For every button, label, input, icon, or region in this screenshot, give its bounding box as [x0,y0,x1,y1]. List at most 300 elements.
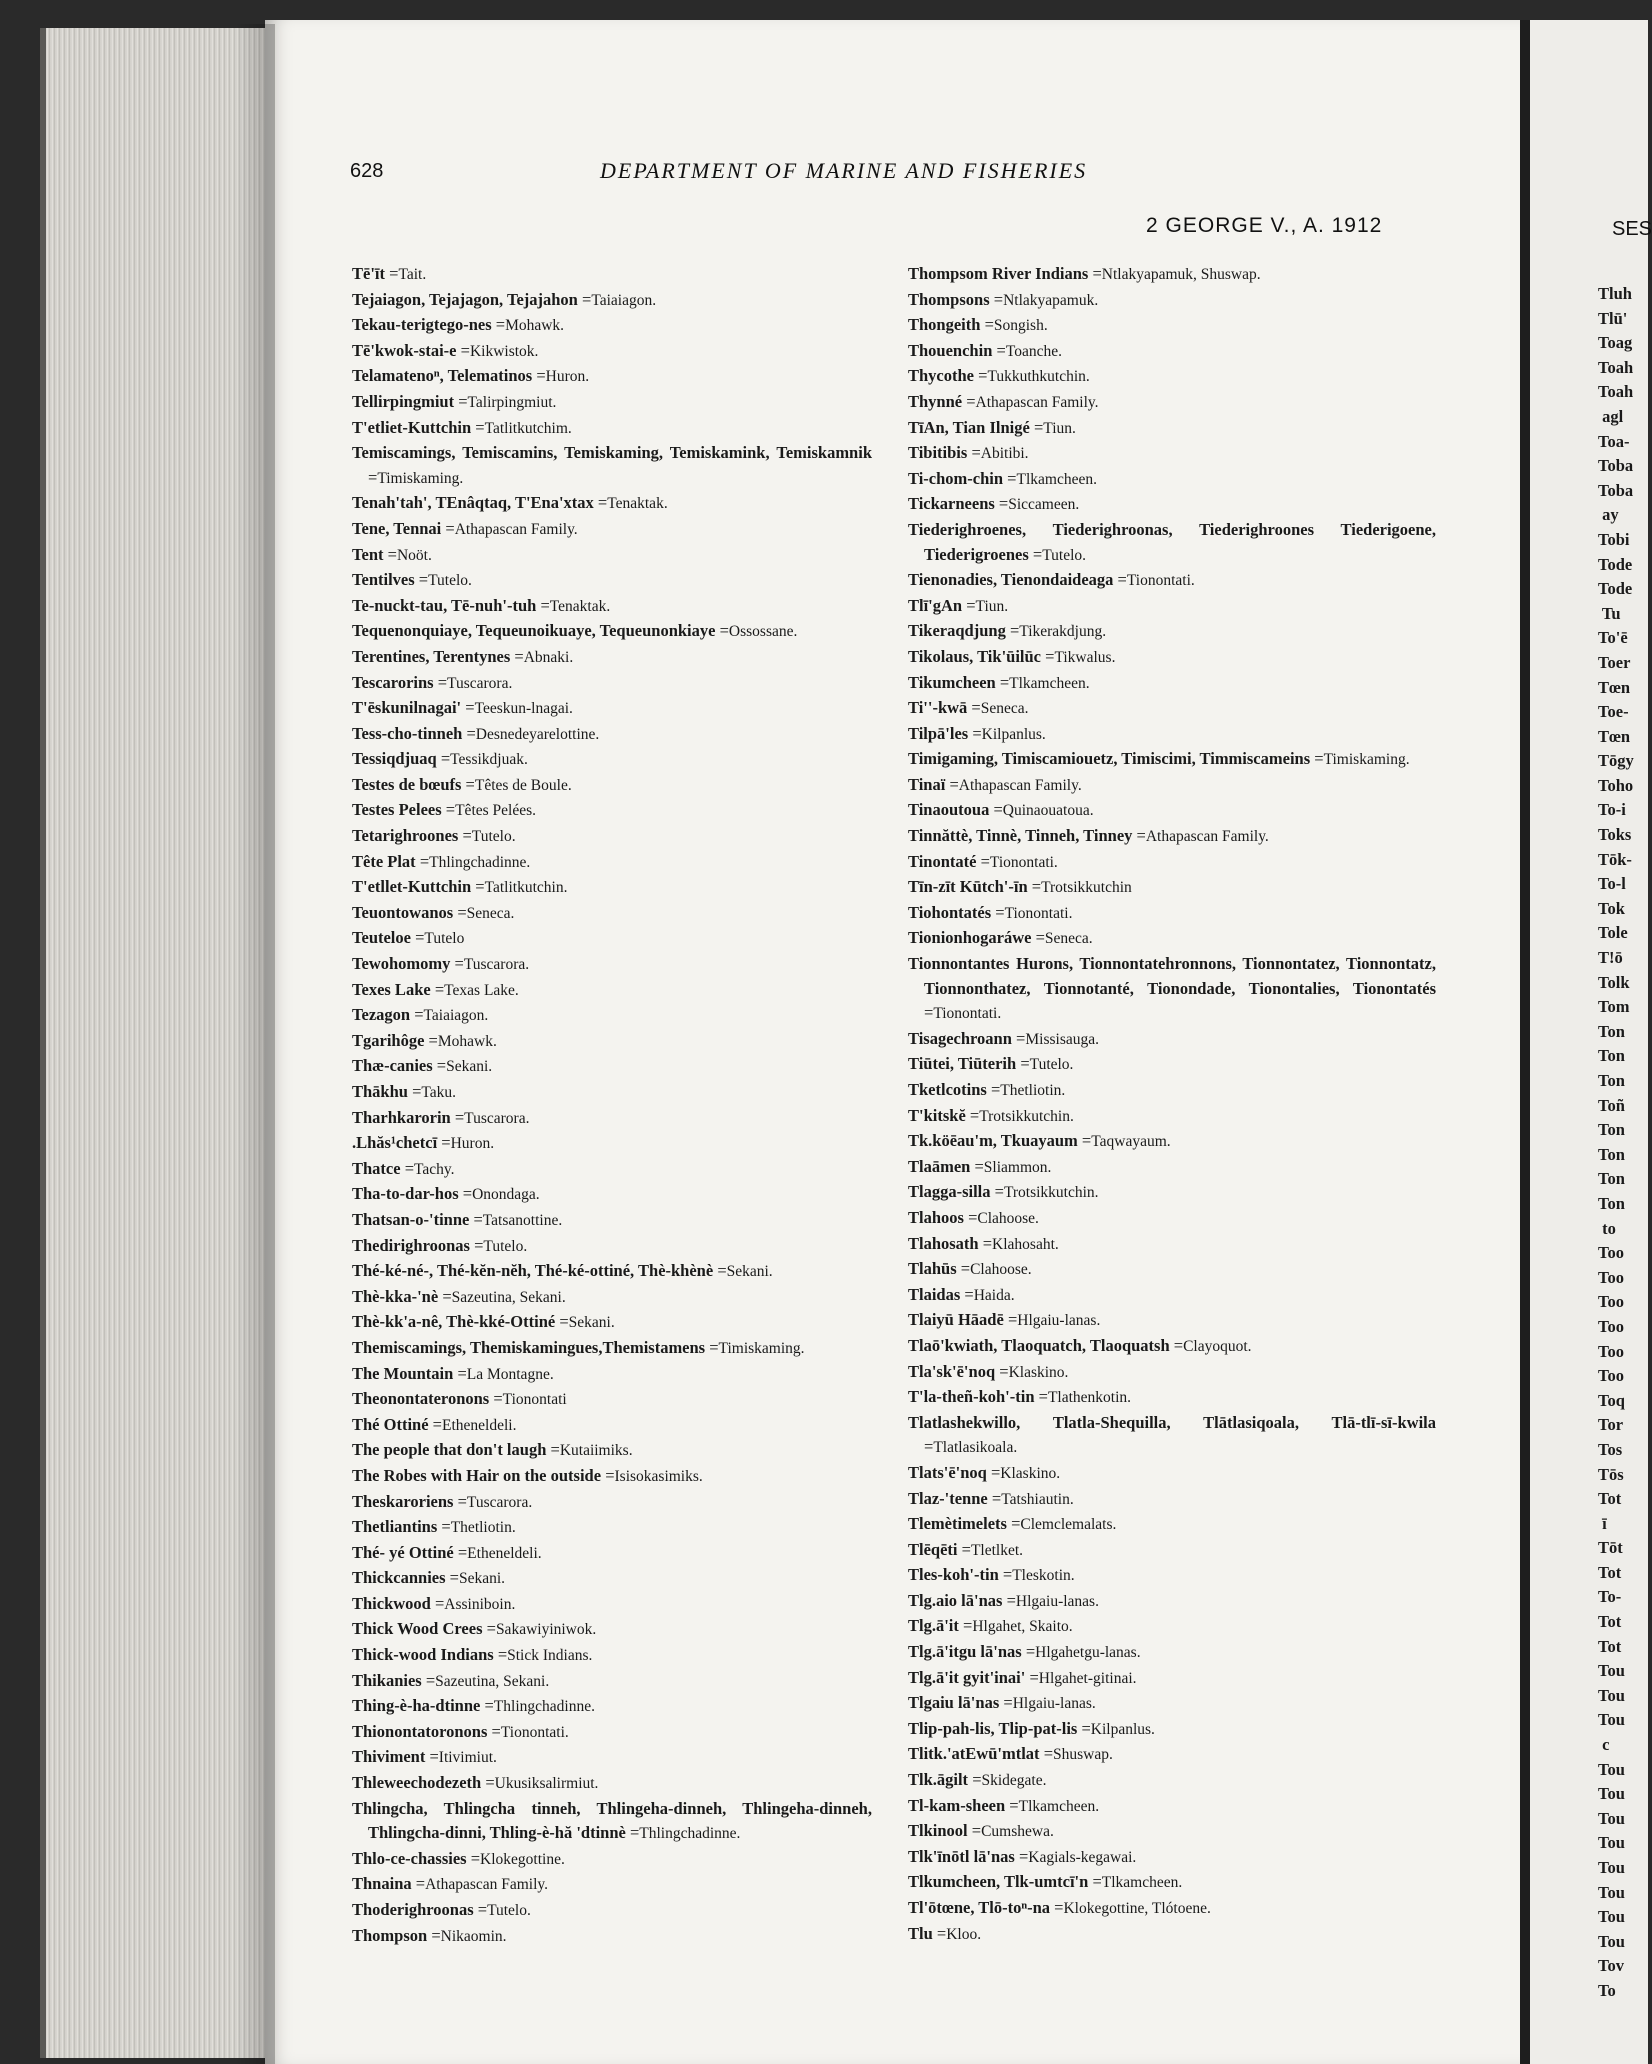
entry-equivalent: Clemclemalats. [1020,1516,1117,1534]
entry-term: T'etliet-Kuttchin [352,417,472,437]
equals-sign: = [461,698,475,718]
right-page-stub: Too [1598,1267,1624,1287]
index-entry [352,1157,872,1183]
equals-sign: = [453,1363,467,1383]
entry-equivalent: Athapascan Family. [454,520,578,538]
index-entry [908,1794,1436,1820]
index-entry [352,798,872,824]
right-page-stub: Too [1598,1292,1624,1312]
entry-equivalent: Taiaiagon. [423,1007,489,1025]
right-page-stub: Too [1598,1316,1624,1336]
index-entry [908,773,1436,799]
entry-equivalent: Nikaomin. [440,1927,507,1945]
index-entry [352,1362,872,1388]
entry-term: Tiohontatés [908,902,992,922]
entry-equivalent: Hlgaiu-lanas. [1012,1695,1096,1713]
right-page-stub: Tole [1598,923,1628,943]
entry-equivalent: Abitibi. [980,445,1029,463]
equals-sign: = [469,1209,483,1229]
entry-equivalent: Tatlitkutchim. [484,419,572,437]
index-entry [352,1438,872,1464]
index-entry [908,1052,1436,1078]
entry-equivalent: Isisokasimiks. [614,1467,703,1485]
entry-term: Tharhkarorin [352,1107,451,1127]
index-entry [908,1283,1436,1309]
index-entry [352,364,872,390]
right-page-stub: Ton [1598,1193,1625,1213]
equals-sign: = [992,340,1006,360]
index-entry [908,467,1436,493]
equals-sign: = [957,1539,971,1559]
equals-sign: = [385,264,399,283]
entry-equivalent: Clahoose. [970,1261,1032,1279]
right-page-stub: Tou [1598,1858,1625,1877]
equals-sign: = [956,1259,971,1279]
entry-term: Tlaāmen [908,1156,971,1176]
entry-term: Tē'īt [352,264,385,283]
index-entry [908,1589,1436,1615]
entry-equivalent: Kikwistok. [469,342,539,360]
entry-equivalent: Seneca. [1044,930,1093,948]
equals-sign: = [1005,1795,1019,1815]
right-page-stub: Tou [1598,1710,1625,1730]
entry-term: Teuontowanos [352,902,454,922]
entry-equivalent: Tlathenkotin. [1047,1389,1132,1407]
entry-term: Tlēqēti [908,1539,958,1559]
entry-equivalent: Sekani. [458,1570,506,1588]
entry-term: Tlg.aio lā'nas [908,1590,1003,1610]
entry-equivalent: Timiskaming. [718,1339,805,1357]
entry-equivalent: Siccameen. [1008,496,1080,514]
index-entry [908,262,1436,288]
entry-term: Tlemètimelets [908,1514,1007,1534]
index-entry [908,1922,1436,1948]
index-entry [908,416,1436,442]
entry-equivalent: Mohawk. [505,317,565,335]
right-page-stub: agl [1598,406,1624,426]
entry-term: Tlahosath [908,1233,979,1253]
book-gutter [1520,20,1530,2064]
right-page-stub: Tok [1598,898,1625,918]
right-page-stub: Toho [1598,775,1634,795]
entry-term: Tentilves [352,570,415,590]
equals-sign: = [441,518,455,538]
equals-sign: = [462,723,476,743]
right-page-stub: Tœn [1598,677,1631,697]
right-page-stub: Ton [1598,1046,1625,1066]
right-page-stub: ay [1598,505,1619,525]
index-entry [352,1029,872,1055]
equals-sign: = [625,1823,640,1843]
index-entry [908,850,1436,876]
entry-term: Tlkumcheen, Tlk-umtcī'n [908,1872,1089,1892]
entry-term: Thionontatoronons [352,1721,488,1741]
entry-term: Tekau-terigtego-nes [352,315,492,335]
entry-term: Tl'ōtœne, Tlō-toⁿ-na [908,1898,1051,1917]
entry-equivalent: Athapascan Family. [958,776,1082,794]
entry-equivalent: Stick Indians. [507,1647,593,1665]
entry-term: Tlats'ē'noq [908,1462,987,1482]
equals-sign: = [932,1923,947,1943]
entry-term: TīAn, Tian Ilnigé [908,417,1030,437]
entry-equivalent: Sekani. [446,1058,493,1076]
entry-term: Tienonadies, Tienondaideaga [908,570,1114,590]
equals-sign: = [962,595,976,615]
right-page-stub: Tōk- [1598,849,1632,869]
right-page-stub: Tou [1598,1759,1625,1779]
entry-equivalent: Teeskun-lnagai. [474,700,573,718]
entry-equivalent: Tutelo [424,930,465,948]
equals-sign: = [407,1082,422,1101]
entry-equivalent: Tutelo. [428,572,472,590]
equals-sign: = [1077,1131,1092,1151]
equals-sign: = [1169,1335,1184,1355]
index-entry [352,978,872,1004]
right-page-stub: Tou [1598,1661,1625,1681]
index-entry [352,1771,872,1797]
entry-equivalent: Tlatlasikoala. [933,1439,1018,1457]
index-entry [908,1334,1436,1360]
equals-sign: = [970,1156,984,1176]
right-page-stub: ī [1598,1513,1607,1533]
entry-term: Tiederighroenes, Tiederighroonas, Tiederighroones Tiederigoene, Tiederigroenes [908,519,1436,564]
right-column [908,262,1436,1947]
entry-equivalent: Mohawk. [437,1032,497,1050]
entry-equivalent: Tuscarora. [463,956,530,974]
entry-equivalent: Tutelo. [487,1902,531,1919]
entry-equivalent: Tenaktak. [607,495,668,513]
equals-sign: = [958,1616,973,1636]
index-entry [352,875,872,901]
index-entry [352,824,872,850]
equals-sign: = [480,1696,494,1716]
entry-term: Tlahūs [908,1259,957,1279]
entry-term: Tinnăttè, Tinnè, Tinneh, Tinney [908,826,1133,846]
index-entry [908,313,1436,339]
entry-equivalent: Athapascan Family. [425,1876,549,1894]
equals-sign: = [593,493,608,513]
entry-term: Tessiqdjuaq [352,749,437,769]
index-entry [908,1768,1436,1794]
entry-term: Tezagon [352,1005,411,1025]
entry-equivalent: Clahoose. [977,1209,1039,1227]
index-entry [352,1106,872,1132]
right-page-stub: To [1598,1980,1616,2000]
entry-term: Thatsan-o-'tinne [352,1209,470,1229]
entry-equivalent: Hlgaiu-lanas. [1017,1312,1101,1330]
entry-equivalent: Taqwayaum. [1091,1133,1171,1151]
entry-equivalent: Thetliotin. [1000,1082,1066,1099]
entry-term: Tinaï [908,774,946,794]
entry-equivalent: Tletlket. [970,1541,1024,1559]
index-entry [352,722,872,748]
entry-term: Thé-ké-né-, Thé-kĕn-nĕh, Thé-ké-ottiné, Thè-khènè [352,1261,714,1281]
right-page-stub: Tu [1598,603,1621,623]
entry-equivalent: Desnedeyarelottine. [475,725,600,743]
entry-term: Tgarihôge [352,1030,425,1050]
entry-term: Tīn-zīt Kūtch'-īn [908,877,1028,897]
entry-term: Tlg.ā'itgu lā'nas [908,1642,1022,1662]
entry-term: The Mountain [352,1363,454,1383]
entry-term: Timigaming, Timiscamiouetz, Timiscimi, Timmiscameins [908,749,1311,769]
equals-sign: = [924,1437,934,1457]
entry-term: Thickwood [352,1593,431,1613]
right-page-head: SES [1612,218,1652,240]
entry-equivalent: Klaskino. [1000,1464,1061,1482]
entry-equivalent: Tutelo. [471,828,516,846]
entry-term: Tketlcotins [908,1080,987,1099]
right-page-stub: Toq [1598,1390,1625,1410]
index-entry [908,1308,1436,1334]
right-page [1530,20,1652,2064]
entry-term: Tlahoos [908,1207,964,1227]
entry-equivalent: Ntlakyapamuk, Shuswap. [1101,266,1261,283]
equals-sign: = [441,800,456,820]
right-page-stub: Ton [1598,1071,1625,1090]
entry-term: T'la-theñ-koh'-tin [908,1387,1035,1407]
entry-equivalent: Thlingchadinne. [429,853,531,871]
entry-term: Tejaiagon, Tejajagon, Tejajahon [352,289,578,309]
entry-term: Tête Plat [352,851,416,871]
equals-sign: = [1088,1872,1102,1892]
index-entry [352,1208,872,1234]
entry-equivalent: Sakawiyiniwok. [495,1621,597,1639]
entry-equivalent: Tatlitkutchin. [484,879,568,897]
index-entry [352,543,872,569]
entry-term: Te-nuckt-tau, Tē-nuh'-tuh [352,595,537,615]
entry-term: Themiscamings, Themiskamingues,Themistamens [352,1337,706,1357]
index-entry [908,1206,1436,1232]
right-page-stub: Tou [1598,1931,1625,1951]
index-entry [352,1669,872,1695]
index-entry [352,1898,872,1924]
entry-term: Thick Wood Crees [352,1619,483,1639]
equals-sign: = [437,1133,451,1153]
equals-sign: = [481,1773,495,1793]
equals-sign: = [458,826,472,846]
index-entry [908,518,1436,568]
entry-equivalent: Ukusiksalirmiut. [494,1775,599,1793]
equals-sign: = [705,1337,719,1357]
entry-term: Thé- yé Ottiné [352,1542,454,1562]
entry-term: Tlk.āgilt [908,1770,969,1790]
right-page-stub: Tou [1598,1882,1625,1902]
right-page-stub: Toah [1598,357,1634,377]
right-page-stub: c [1598,1735,1610,1755]
index-entry [908,952,1436,1027]
equals-sign: = [432,1056,447,1076]
entry-equivalent: Têtes Pelées. [455,802,537,820]
equals-sign: = [980,315,994,335]
entry-equivalent: Tenaktak. [549,597,611,615]
index-entry [352,1054,872,1080]
index-entry [352,491,872,517]
equals-sign: = [1027,877,1042,897]
index-entry [352,1745,872,1771]
equals-sign: = [1016,1054,1030,1074]
equals-sign: = [1025,1667,1039,1687]
right-page-stub: Ton [1598,1021,1625,1041]
index-entry [908,1717,1436,1743]
equals-sign: = [967,443,981,463]
index-entry [908,492,1436,518]
right-page-stub: Tlū' [1598,308,1628,328]
index-entry [352,1515,872,1541]
right-page-stub: Toa- [1598,431,1630,451]
entry-term: Tellirpingmiut [352,391,455,411]
entry-equivalent: Etheneldeli. [441,1416,517,1434]
entry-equivalent: Clayoquot. [1183,1337,1252,1355]
index-entry [352,1720,872,1746]
index-entry [352,1234,872,1260]
right-page-stub: Too [1598,1341,1624,1361]
entry-equivalent: Talirpingmiut. [467,393,557,411]
right-page-stub: Tot [1598,1612,1622,1632]
equals-sign: = [433,672,448,692]
index-entry [908,1155,1436,1181]
entry-term: Tlī'gAn [908,595,963,615]
index-entry [352,671,872,697]
index-entry [908,1461,1436,1487]
right-page-stub: Tobi [1598,529,1630,549]
equals-sign: = [1132,826,1146,846]
entry-equivalent: Huron. [545,368,590,386]
entry-equivalent: Assiniboin. [444,1595,516,1613]
equals-sign: = [400,1158,415,1178]
equals-sign: = [536,595,550,615]
equals-sign: = [438,1286,452,1306]
entry-term: Tlu [908,1923,933,1943]
index-entry [908,798,1436,824]
entry-equivalent: Kilpanlus. [1090,1720,1155,1738]
entry-term: Thynné [908,391,963,411]
entry-term: Tenah'tah', TEnâqtaq, T'Ena'xtax [352,493,594,513]
entry-term: Tikeraqdjung [908,621,1006,641]
right-page-stub: Toer [1598,652,1631,672]
entry-equivalent: Seneca. [980,700,1029,718]
index-entry [352,1847,872,1873]
index-entry [908,722,1436,748]
entry-term: Thnaina [352,1874,412,1894]
index-entry [908,1104,1436,1130]
equals-sign: = [960,1284,974,1304]
index-entry [908,1078,1436,1104]
equals-sign: = [1088,264,1102,283]
equals-sign: = [430,979,445,999]
entry-term: Thatce [352,1158,401,1178]
entry-term: Tlg.ā'it gyit'inai' [908,1667,1026,1687]
equals-sign: = [469,1235,484,1255]
equals-sign: = [1006,1514,1021,1534]
entry-term: Thompsons [908,289,990,309]
right-page-stub: Toe- [1598,702,1629,722]
index-entry [908,1614,1436,1640]
index-entry [908,1232,1436,1258]
entry-equivalent: La Montagne. [466,1365,554,1383]
entry-term: Tla'sk'ē'noq [908,1361,996,1381]
entry-equivalent: Tukkuthkutchin. [987,368,1090,386]
right-page-stub: Tolk [1598,972,1630,992]
entry-term: Tescarorins [352,672,434,692]
equals-sign: = [998,1565,1013,1585]
index-entry [908,288,1436,314]
index-entry [352,441,872,491]
right-page-stub: Tos [1598,1439,1623,1459]
equals-sign: = [987,1488,1002,1508]
index-entry [352,1182,872,1208]
equals-sign: = [968,1770,982,1790]
equals-sign: = [995,672,1010,692]
equals-sign: = [453,1491,467,1511]
entry-term: Thè-kk'a-nê, Thè-kké-Ottiné [352,1312,556,1332]
equals-sign: = [555,1312,569,1332]
index-entry [352,1003,872,1029]
entry-term: Tlaiyū Hāadē [908,1310,1004,1330]
entry-equivalent: Tait. [398,266,427,283]
equals-sign: = [1002,1590,1016,1610]
entry-equivalent: Sazeutina, Sekani. [435,1672,550,1690]
index-entry [352,1285,872,1311]
equals-sign: = [450,1107,465,1127]
right-page-stub: Tode [1598,554,1633,574]
entry-term: Thompson [352,1925,428,1945]
right-page-stub: Toks [1598,825,1632,845]
index-entry [908,339,1436,365]
index-entry [908,1180,1436,1206]
equals-sign: = [471,417,485,437]
index-entry [352,773,872,799]
right-page-stub: Tode [1598,579,1633,599]
entry-equivalent: Itivimiut. [438,1749,497,1767]
entry-equivalent: Tikwalus. [1054,648,1116,666]
index-entry [908,671,1436,697]
index-entry [908,594,1436,620]
entry-equivalent: Noöt. [396,546,432,564]
equals-sign: = [458,1184,473,1204]
entry-equivalent: Tlkamcheen. [1018,1797,1100,1815]
right-page-stub: To-i [1598,800,1626,820]
entry-equivalent: Tiun. [975,597,1009,615]
equals-sign: = [368,467,378,487]
entry-equivalent: Tiun. [1043,419,1076,437]
entry-equivalent: Tlkamcheen. [1016,470,1097,488]
equals-sign: = [453,1542,468,1562]
entry-equivalent: Hlgahet-gitinai. [1038,1669,1137,1687]
entry-equivalent: Thlingchadinne. [493,1698,595,1716]
index-entry [908,1870,1436,1896]
index-entry [352,568,872,594]
entry-term: Tlaidas [908,1284,961,1304]
index-entry [908,619,1436,645]
entry-term: Testes Pelees [352,800,442,820]
equals-sign: = [427,1925,441,1945]
index-entry [352,262,872,288]
equals-sign: = [454,391,468,411]
index-entry [908,645,1436,671]
entry-term: Thing-è-ha-dtinne [352,1696,481,1716]
equals-sign: = [430,1593,445,1613]
entry-term: Thickcannies [352,1568,446,1588]
equals-sign: = [989,800,1003,820]
equals-sign: = [713,1261,727,1281]
equals-sign: = [965,1105,980,1125]
right-page-stub: Ton [1598,1120,1625,1140]
entry-term: Thé Ottiné [352,1414,429,1434]
entry-term: Tē'kwok-stai-e [352,340,457,360]
entry-equivalent: Tionontati. [1126,572,1195,590]
entry-term: Thongeith [908,315,981,335]
entry-term: Tk.köēau'm, Tkuayaum [908,1131,1078,1151]
